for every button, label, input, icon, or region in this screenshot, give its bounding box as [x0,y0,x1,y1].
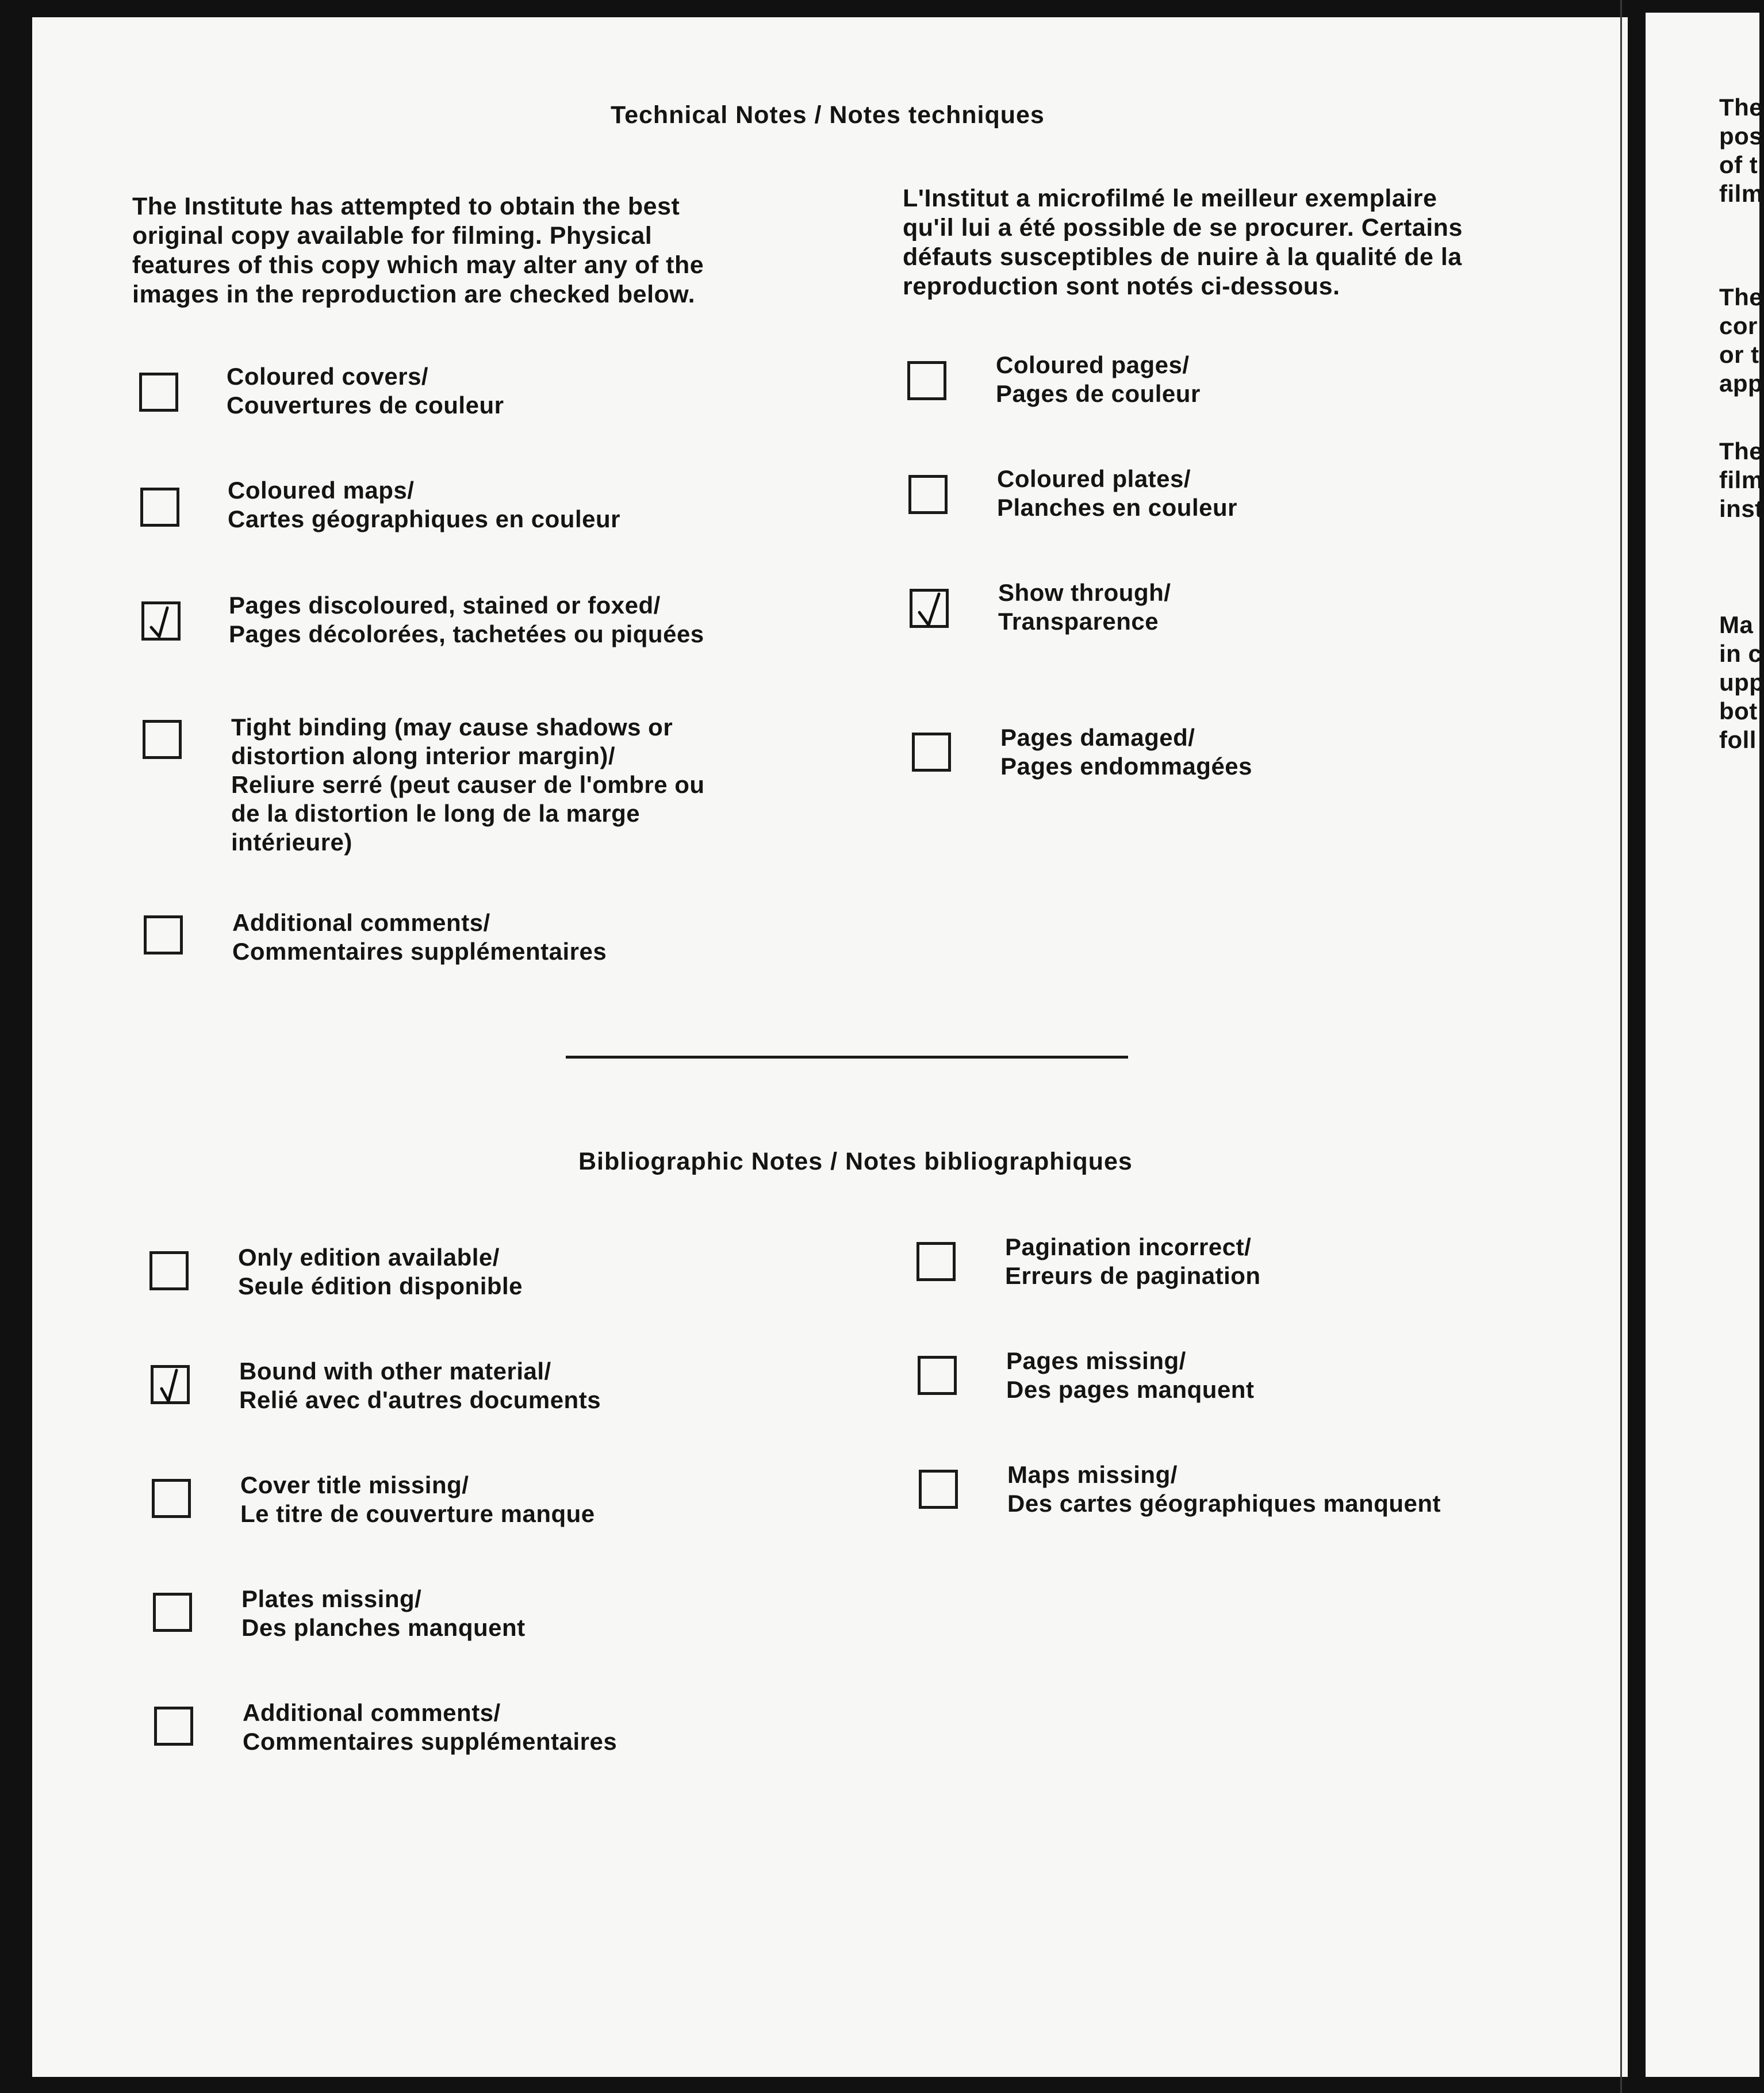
label-line: Planches en couleur [997,494,1237,521]
label-line: Additional comments/ [243,1699,501,1726]
checkbox[interactable] [907,361,946,400]
label-line: Coloured covers/ [227,363,429,390]
document-page [32,17,1628,2077]
fragment-line: of t [1719,151,1758,178]
label-line: Pagination incorrect/ [1005,1233,1252,1260]
item-label [1006,1347,1254,1404]
item-label [243,1699,617,1756]
label-line: Pages damaged/ [1000,724,1195,751]
checkbox-checked[interactable] [910,589,949,628]
checkbox-checked[interactable] [141,601,181,641]
intro-french-line: qu'il lui a été possible de se procurer. Certains [903,214,1463,241]
item-label [238,1243,523,1301]
fragment-line: pos [1719,122,1763,150]
item-label [241,1585,526,1642]
intro-french-line: défauts susceptibles de nuire à la qualité de la [903,243,1462,271]
fragment-line: or t [1719,341,1759,368]
item-label [997,465,1237,522]
label-line: Bound with other material/ [239,1358,551,1385]
page-edge-line [1620,0,1622,2093]
checkbox[interactable] [916,1242,956,1281]
label-line: Additional comments/ [232,909,490,936]
item-label [239,1357,601,1414]
intro-english-line: original copy available for filming. Physical [132,222,653,250]
label-line: Erreurs de pagination [1005,1262,1261,1289]
fragment-line: The [1719,438,1763,465]
fragment-line: film [1719,466,1763,493]
label-line: Tight binding (may cause shadows or [231,714,673,741]
item-label [232,908,607,966]
item-label [231,713,705,857]
intro-french-line: L'Institut a microfilmé le meilleur exemplaire [903,185,1437,212]
technical-notes-title: Technical Notes / Notes techniques [611,101,1045,129]
item-label [1000,723,1252,781]
item-label [1005,1233,1261,1290]
label-line: Pages de couleur [996,380,1201,407]
label-line: Only edition available/ [238,1244,500,1271]
item-label [229,591,704,649]
label-line: intérieure) [231,829,352,856]
checkmark-icon [145,602,180,642]
checkbox[interactable] [908,475,948,514]
label-line: Relié avec d'autres documents [239,1386,601,1413]
fragment-line: upp [1719,669,1764,696]
label-line: Des pages manquent [1006,1376,1255,1403]
fragment-line: foll [1719,726,1757,753]
checkbox[interactable] [139,373,178,412]
label-line: Commentaires supplémentaires [243,1728,618,1755]
fragment-group-3 [1719,437,1763,523]
label-line: Des planches manquent [241,1614,526,1641]
label-line: Cartes géographiques en couleur [228,505,620,532]
item-label [227,362,504,420]
label-line: Pages discoloured, stained or foxed/ [229,592,661,619]
intro-english-line: The Institute has attempted to obtain the best [132,193,680,220]
item-label [996,351,1201,408]
label-line: Coloured maps/ [228,477,415,504]
label-line: de la distortion le long de la marge [231,800,641,827]
label-line: Des cartes géographiques manquent [1007,1490,1441,1517]
fragment-line: in c [1719,640,1762,667]
item-label [998,578,1171,636]
checkbox[interactable] [152,1479,191,1518]
fragment-line: The [1719,94,1763,121]
label-line: Pages missing/ [1006,1347,1186,1374]
label-line: Cover title missing/ [240,1471,469,1498]
label-line: Seule édition disponible [238,1272,523,1300]
checkbox[interactable] [154,1707,193,1746]
fragment-group-4 [1719,611,1764,754]
checkbox[interactable] [149,1251,189,1290]
checkbox[interactable] [912,733,951,772]
intro-french-line: reproduction sont notés ci-dessous. [903,273,1340,300]
checkbox[interactable] [143,720,182,759]
fragment-group-2 [1719,283,1763,398]
intro-english-line: images in the reproduction are checked below. [132,281,696,308]
fragment-line: app [1719,370,1763,397]
label-line: Pages décolorées, tachetées ou piquées [229,620,704,647]
label-line: Couvertures de couleur [227,392,504,419]
item-label [228,476,620,534]
checkbox[interactable] [140,488,179,527]
label-line: Maps missing/ [1007,1461,1178,1488]
section-divider [566,1056,1128,1059]
fragment-line: Ma [1719,611,1754,638]
bibliographic-notes-title: Bibliographic Notes / Notes bibliographiques [578,1148,1133,1175]
label-line: Pages endommagées [1000,753,1253,780]
fragment-line: film [1719,180,1763,207]
intro-english [132,192,704,309]
checkmark-icon [155,1366,189,1406]
label-line: distortion along interior margin)/ [231,742,615,769]
intro-english-line: features of this copy which may alter any of the [132,251,704,279]
checkbox[interactable] [144,915,183,954]
intro-french [903,184,1463,301]
item-label [1007,1460,1441,1518]
label-line: Show through/ [998,579,1171,606]
checkbox[interactable] [918,1356,957,1395]
checkmark-icon [914,589,948,630]
label-line: Transparence [998,608,1159,635]
label-line: Plates missing/ [241,1585,422,1612]
label-line: Reliure serré (peut causer de l'ombre ou [231,771,705,798]
fragment-line: bot [1719,697,1758,724]
checkbox[interactable] [153,1593,192,1632]
checkbox[interactable] [919,1470,958,1509]
label-line: Commentaires supplémentaires [232,938,607,965]
label-line: Coloured pages/ [996,351,1190,378]
label-line: Le titre de couverture manque [240,1500,595,1527]
fragment-group-1 [1719,93,1763,208]
adjacent-page-fragment [1646,13,1764,2077]
checkbox-checked[interactable] [151,1365,190,1404]
label-line: Coloured plates/ [997,465,1191,492]
fragment-line: inst [1719,495,1763,522]
fragment-line: The [1719,283,1763,310]
fragment-line: cor [1719,312,1758,339]
item-label [240,1471,595,1528]
